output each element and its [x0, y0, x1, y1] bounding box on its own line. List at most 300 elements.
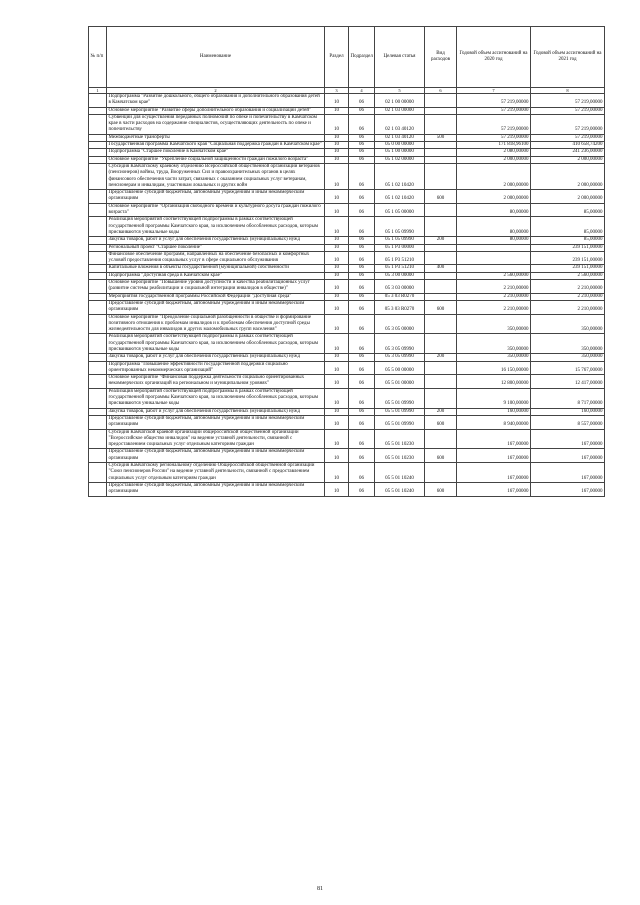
row-target-cell: 05 1 P3 00000: [375, 244, 425, 251]
row-num-cell: [89, 449, 107, 463]
row-2021-cell: 2 560,00000: [531, 272, 605, 279]
header-cell-num: № п/п: [89, 27, 107, 88]
row-razdel-cell: 10: [325, 280, 349, 294]
row-2021-cell: 57 219,00000: [531, 114, 605, 134]
row-2020-cell: 9 100,00000: [457, 388, 531, 408]
row-2021-cell: 2 210,00000: [531, 280, 605, 294]
table-row: [89, 107, 605, 114]
row-target-cell: 05 1 05 09990: [375, 237, 425, 244]
row-podrazdel-cell: 06: [349, 300, 375, 314]
row-2020-cell: 57 219,00000: [457, 114, 531, 134]
row-target-cell: 05 1 05 09990: [375, 217, 425, 237]
header-cell-2021: Годовой объем ассигнований на 2021 год: [531, 27, 605, 88]
row-2020-cell: 2 000,00000: [457, 156, 531, 163]
row-2021-cell: 85,00000: [531, 217, 605, 237]
row-2021-cell: 57 219,00000: [531, 107, 605, 114]
header-number: 8: [531, 88, 605, 94]
table-row: [89, 482, 605, 496]
row-razdel-cell: 10: [325, 94, 349, 108]
row-target-cell: 05 1 00 00000: [375, 149, 425, 156]
row-podrazdel-cell: 06: [349, 265, 375, 272]
row-num-cell: [89, 149, 107, 156]
row-2021-cell: 167,00000: [531, 429, 605, 449]
row-name-cell: Предоставление субсидий бюджетным, автономным учреждениям и иным некоммерческим организациям: [107, 190, 325, 204]
table-row: [89, 203, 605, 217]
table-row: [89, 354, 605, 361]
row-podrazdel-cell: 06: [349, 107, 375, 114]
row-razdel-cell: 10: [325, 156, 349, 163]
row-target-cell: 05 5 01 10240: [375, 463, 425, 483]
header-number: 1: [89, 88, 107, 94]
row-vr-cell: [425, 293, 457, 300]
row-2020-cell: 167,00000: [457, 463, 531, 483]
header-number: 6: [425, 88, 457, 94]
row-razdel-cell: 10: [325, 314, 349, 334]
row-podrazdel-cell: 06: [349, 482, 375, 496]
table-row: [89, 388, 605, 408]
row-name-cell: Подпрограмма "Старшее поколение в Камчатском крае": [107, 149, 325, 156]
row-2021-cell: 239 151,00000: [531, 244, 605, 251]
row-name-cell: Мероприятия государственной программы Российской Федерации "Доступная среда": [107, 293, 325, 300]
header-cell-vr: Вид расходов: [425, 27, 457, 88]
table-row: [89, 251, 605, 265]
page-number: 81: [317, 886, 323, 892]
row-2020-cell: [457, 251, 531, 265]
row-2021-cell: 241 236,00000: [531, 149, 605, 156]
row-razdel-cell: 10: [325, 114, 349, 134]
row-vr-cell: [425, 156, 457, 163]
row-2020-cell: 171 818,96100: [457, 142, 531, 149]
row-razdel-cell: 10: [325, 354, 349, 361]
row-name-cell: Предоставление субсидий бюджетным, автономным учреждениям и иным некоммерческим организациям: [107, 415, 325, 429]
row-razdel-cell: 10: [325, 408, 349, 415]
row-num-cell: [89, 217, 107, 237]
row-name-cell: Подпрограмма "Повышение эффективности государственной поддержки социально ориентированных некоммерческих организаций": [107, 361, 325, 375]
row-podrazdel-cell: 06: [349, 334, 375, 354]
row-2021-cell: 167,00000: [531, 482, 605, 496]
row-podrazdel-cell: 06: [349, 293, 375, 300]
row-name-cell: Реализация мероприятий соответствующей подпрограммы в рамках соответствующей государственной программы Камчатского края, за исключением обособленных расходов, которым присваиваются уникальные коды: [107, 388, 325, 408]
row-vr-cell: [425, 244, 457, 251]
row-name-cell: Предоставление субсидий бюджетным, автономным учреждениям и иным некоммерческим организациям: [107, 300, 325, 314]
row-target-cell: 02 1 03 00000: [375, 107, 425, 114]
row-podrazdel-cell: 06: [349, 449, 375, 463]
row-razdel-cell: 10: [325, 361, 349, 375]
row-podrazdel-cell: 06: [349, 156, 375, 163]
row-vr-cell: [425, 361, 457, 375]
row-razdel-cell: 10: [325, 415, 349, 429]
row-target-cell: 05 0 00 00000: [375, 142, 425, 149]
row-2021-cell: 85,00000: [531, 203, 605, 217]
row-2021-cell: 2 000,00000: [531, 156, 605, 163]
header-number: 7: [457, 88, 531, 94]
row-podrazdel-cell: 06: [349, 134, 375, 141]
row-podrazdel-cell: 06: [349, 149, 375, 156]
row-num-cell: [89, 408, 107, 415]
row-2021-cell: 167,00000: [531, 449, 605, 463]
table-row: [89, 293, 605, 300]
table-row: [89, 280, 605, 294]
row-name-cell: Основное мероприятие "Преодоление социальной разобщенности в обществе и формирование позитивного отношения к проблемам инвалидов и к проблемам обеспечения доступной среды жизнедеятельности для инвалидов и других маломобильных групп населения": [107, 314, 325, 334]
row-vr-cell: [425, 334, 457, 354]
row-2021-cell: 350,00000: [531, 354, 605, 361]
row-podrazdel-cell: 06: [349, 388, 375, 408]
row-2021-cell: 57 219,00000: [531, 134, 605, 141]
row-num-cell: [89, 203, 107, 217]
row-razdel-cell: 10: [325, 217, 349, 237]
row-razdel-cell: 10: [325, 334, 349, 354]
row-vr-cell: [425, 217, 457, 237]
row-2020-cell: 2 210,00000: [457, 293, 531, 300]
row-name-cell: Региональный проект "Старшее поколение": [107, 244, 325, 251]
row-vr-cell: [425, 272, 457, 279]
row-num-cell: [89, 354, 107, 361]
row-2020-cell: 167,00000: [457, 429, 531, 449]
row-2020-cell: 2 080,00000: [457, 149, 531, 156]
row-2021-cell: 2 000,00000: [531, 190, 605, 204]
row-target-cell: 05 3 03 00000: [375, 280, 425, 294]
row-num-cell: [89, 114, 107, 134]
row-target-cell: 05 5 01 10230: [375, 429, 425, 449]
row-2021-cell: 239 151,00000: [531, 265, 605, 272]
row-vr-cell: 500: [425, 134, 457, 141]
row-vr-cell: [425, 280, 457, 294]
table-row: [89, 163, 605, 189]
row-podrazdel-cell: 06: [349, 272, 375, 279]
row-vr-cell: [425, 163, 457, 189]
row-num-cell: [89, 375, 107, 389]
row-name-cell: Основное мероприятие "Развитие сферы дополнительного образования и социализации детей": [107, 107, 325, 114]
row-target-cell: 05 1 02 10420: [375, 190, 425, 204]
row-name-cell: Субсидия Камчатской краевой организации общероссийской общественной организации "Всероссийское общество инвалидов" на ведение уставной деятельности, связанной с предоставлением социальных услуг отдельным категориям граждан: [107, 429, 325, 449]
row-2020-cell: 350,00000: [457, 334, 531, 354]
header-cell-2020: Годовой объем ассигнований на 2020 год: [457, 27, 531, 88]
row-podrazdel-cell: 06: [349, 217, 375, 237]
row-2021-cell: 85,00000: [531, 237, 605, 244]
row-vr-cell: 600: [425, 300, 457, 314]
row-2021-cell: 57 219,00000: [531, 94, 605, 108]
row-2020-cell: 2 210,00000: [457, 300, 531, 314]
row-razdel-cell: 10: [325, 388, 349, 408]
header-number: 3: [325, 88, 349, 94]
row-name-cell: Реализация мероприятий соответствующей подпрограммы в рамках соответствующей государственной программы Камчатского края, за исключением обособленных расходов, которым присваиваются уникальные коды: [107, 217, 325, 237]
row-2020-cell: 350,00000: [457, 354, 531, 361]
row-2020-cell: [457, 265, 531, 272]
row-razdel-cell: 10: [325, 142, 349, 149]
row-name-cell: Субсидия Камчатскому краевому отделению Всероссийской общественной организации ветеранов (пенсионеров) войны, труда, Вооруженных Сил и правоохранительных органов в целях финансового обеспечения части затрат, связанных с оказанием социальных услуг ветеранам, пенсионерам и инвалидам, участникам локальных и других войн: [107, 163, 325, 189]
row-2021-cell: 8 557,00000: [531, 415, 605, 429]
row-num-cell: [89, 334, 107, 354]
row-podrazdel-cell: 06: [349, 142, 375, 149]
row-razdel-cell: 10: [325, 203, 349, 217]
row-podrazdel-cell: 06: [349, 203, 375, 217]
table-row: [89, 361, 605, 375]
row-razdel-cell: 10: [325, 265, 349, 272]
row-target-cell: 05 5 01 00000: [375, 375, 425, 389]
row-num-cell: [89, 361, 107, 375]
row-target-cell: 05 3 00 00000: [375, 272, 425, 279]
row-vr-cell: [425, 94, 457, 108]
row-name-cell: Межбюджетные трансферты: [107, 134, 325, 141]
row-target-cell: 05 5 00 00000: [375, 361, 425, 375]
row-2020-cell: 2 000,00000: [457, 163, 531, 189]
row-name-cell: Основное мероприятие "Финансовая поддержка деятельности социально ориентированных некоммерческих организаций на региональном и муниципальном уровнях": [107, 375, 325, 389]
row-podrazdel-cell: 06: [349, 463, 375, 483]
row-2021-cell: 350,00000: [531, 334, 605, 354]
budget-document: [88, 26, 604, 497]
row-vr-cell: [425, 314, 457, 334]
table-row: [89, 156, 605, 163]
row-name-cell: Закупка товаров, работ и услуг для обеспечения государственных (муниципальных) нужд: [107, 354, 325, 361]
row-2021-cell: 160,00000: [531, 408, 605, 415]
row-podrazdel-cell: 06: [349, 354, 375, 361]
row-num-cell: [89, 107, 107, 114]
row-vr-cell: [425, 142, 457, 149]
row-2020-cell: 80,00000: [457, 217, 531, 237]
row-razdel-cell: 10: [325, 134, 349, 141]
row-2021-cell: 167,00000: [531, 463, 605, 483]
table-row: [89, 114, 605, 134]
row-2021-cell: 8 717,00000: [531, 388, 605, 408]
budget-table: [88, 26, 605, 497]
header-cell-name: Наименование: [107, 27, 325, 88]
table-row: [89, 237, 605, 244]
row-razdel-cell: 10: [325, 375, 349, 389]
row-podrazdel-cell: 06: [349, 251, 375, 265]
row-2020-cell: 2 560,00000: [457, 272, 531, 279]
row-2021-cell: 12 417,00000: [531, 375, 605, 389]
row-podrazdel-cell: 06: [349, 415, 375, 429]
row-podrazdel-cell: 06: [349, 408, 375, 415]
row-num-cell: [89, 280, 107, 294]
row-2021-cell: 239 151,00000: [531, 251, 605, 265]
row-num-cell: [89, 94, 107, 108]
row-vr-cell: 200: [425, 408, 457, 415]
row-target-cell: 05 3 05 09990: [375, 334, 425, 354]
row-podrazdel-cell: 06: [349, 114, 375, 134]
row-2020-cell: 160,00000: [457, 408, 531, 415]
row-razdel-cell: 10: [325, 237, 349, 244]
row-num-cell: [89, 415, 107, 429]
row-vr-cell: [425, 251, 457, 265]
row-razdel-cell: 10: [325, 163, 349, 189]
row-name-cell: Реализация мероприятий соответствующей подпрограммы в рамках соответствующей государственной программы Камчатского края, за исключением обособленных расходов, которым присваиваются уникальные коды: [107, 334, 325, 354]
header-number: 5: [375, 88, 425, 94]
table-row: [89, 94, 605, 108]
row-target-cell: 05 1 P3 51210: [375, 265, 425, 272]
row-name-cell: Основное мероприятие "Организация свободного времени и культурного досуга граждан пожилого возраста": [107, 203, 325, 217]
row-target-cell: 05 1 P3 51210: [375, 251, 425, 265]
table-row: [89, 272, 605, 279]
row-vr-cell: [425, 107, 457, 114]
row-target-cell: 05 3 05 00000: [375, 314, 425, 334]
row-razdel-cell: 10: [325, 244, 349, 251]
row-razdel-cell: 10: [325, 107, 349, 114]
row-2020-cell: 57 219,00000: [457, 134, 531, 141]
row-vr-cell: [425, 388, 457, 408]
row-target-cell: 05 5 01 10230: [375, 449, 425, 463]
row-vr-cell: 600: [425, 482, 457, 496]
row-2020-cell: 2 210,00000: [457, 280, 531, 294]
row-num-cell: [89, 251, 107, 265]
row-podrazdel-cell: 06: [349, 244, 375, 251]
row-name-cell: Основное мероприятие "Укрепление социальной защищенности граждан пожилого возраста": [107, 156, 325, 163]
row-target-cell: 05 3 05 09990: [375, 354, 425, 361]
row-num-cell: [89, 300, 107, 314]
row-vr-cell: 400: [425, 265, 457, 272]
table-row: [89, 408, 605, 415]
row-razdel-cell: 10: [325, 429, 349, 449]
row-num-cell: [89, 163, 107, 189]
table-row: [89, 314, 605, 334]
row-razdel-cell: 10: [325, 482, 349, 496]
row-target-cell: 05 3 03 R0270: [375, 300, 425, 314]
table-row: [89, 463, 605, 483]
row-num-cell: [89, 156, 107, 163]
row-num-cell: [89, 314, 107, 334]
row-target-cell: 02 1 03 40120: [375, 134, 425, 141]
row-name-cell: Основное мероприятие "Повышение уровня доступности и качества реабилитационных услуг (развитие системы реабилитации и социальной интеграции инвалидов в обществе)": [107, 280, 325, 294]
row-2020-cell: 167,00000: [457, 482, 531, 496]
row-num-cell: [89, 190, 107, 204]
header-cell-target: Целевая статья: [375, 27, 425, 88]
table-row: [89, 334, 605, 354]
row-podrazdel-cell: 06: [349, 314, 375, 334]
header-cell-podrazdel: Подраздел: [349, 27, 375, 88]
row-num-cell: [89, 388, 107, 408]
table-row: [89, 134, 605, 141]
row-vr-cell: [425, 463, 457, 483]
row-razdel-cell: 10: [325, 272, 349, 279]
table-row: [89, 429, 605, 449]
row-name-cell: Субсидия Камчатскому региональному отделению Общероссийской общественной организации "Союз пенсионеров России" на ведение уставной деятельности, связанной с предоставлением социальных услуг отдельным категориям граждан: [107, 463, 325, 483]
header-number: 2: [107, 88, 325, 94]
row-2020-cell: [457, 244, 531, 251]
row-podrazdel-cell: 06: [349, 280, 375, 294]
row-num-cell: [89, 142, 107, 149]
row-podrazdel-cell: 06: [349, 190, 375, 204]
row-vr-cell: 600: [425, 415, 457, 429]
row-num-cell: [89, 265, 107, 272]
header-row: [89, 27, 605, 88]
table-row: [89, 142, 605, 149]
row-vr-cell: [425, 114, 457, 134]
row-razdel-cell: 10: [325, 463, 349, 483]
row-num-cell: [89, 482, 107, 496]
table-row: [89, 375, 605, 389]
row-2020-cell: 167,00000: [457, 449, 531, 463]
row-target-cell: 05 1 05 00000: [375, 203, 425, 217]
row-2021-cell: 2 210,00000: [531, 300, 605, 314]
row-podrazdel-cell: 06: [349, 361, 375, 375]
row-name-cell: Закупка товаров, работ и услуг для обеспечения государственных (муниципальных) нужд: [107, 237, 325, 244]
row-target-cell: 05 5 01 09990: [375, 388, 425, 408]
row-vr-cell: [425, 429, 457, 449]
table-row: [89, 449, 605, 463]
row-razdel-cell: 10: [325, 251, 349, 265]
table-row: [89, 265, 605, 272]
table-row: [89, 217, 605, 237]
row-2020-cell: 57 219,00000: [457, 94, 531, 108]
row-name-cell: Закупка товаров, работ и услуг для обеспечения государственных (муниципальных) нужд: [107, 408, 325, 415]
row-vr-cell: [425, 203, 457, 217]
row-razdel-cell: 10: [325, 293, 349, 300]
row-target-cell: 05 1 02 00000: [375, 156, 425, 163]
row-podrazdel-cell: 06: [349, 237, 375, 244]
row-target-cell: 02 1 00 00000: [375, 94, 425, 108]
row-vr-cell: [425, 149, 457, 156]
row-2020-cell: 16 150,00000: [457, 361, 531, 375]
row-2020-cell: 80,00000: [457, 237, 531, 244]
row-razdel-cell: 10: [325, 300, 349, 314]
row-razdel-cell: 10: [325, 190, 349, 204]
row-2020-cell: 350,00000: [457, 314, 531, 334]
table-row: [89, 149, 605, 156]
row-name-cell: Государственная программа Камчатского края "Социальная поддержка граждан в Камчатском крае": [107, 142, 325, 149]
row-target-cell: 02 1 03 40120: [375, 114, 425, 134]
row-target-cell: 05 5 01 09990: [375, 415, 425, 429]
row-num-cell: [89, 237, 107, 244]
row-2020-cell: 57 219,00000: [457, 107, 531, 114]
row-vr-cell: 600: [425, 190, 457, 204]
row-2021-cell: 410 658,74200: [531, 142, 605, 149]
header-number: 4: [349, 88, 375, 94]
table-row: [89, 244, 605, 251]
row-target-cell: 05 1 02 10420: [375, 163, 425, 189]
row-2021-cell: 15 767,00000: [531, 361, 605, 375]
row-podrazdel-cell: 06: [349, 163, 375, 189]
table-body: [89, 94, 605, 497]
row-razdel-cell: 10: [325, 149, 349, 156]
row-name-cell: Финансовое обеспечение программ, направленных на обеспечение безопасных и комфортных условий предоставления социальных услуг в сфере социального обслуживания: [107, 251, 325, 265]
row-2020-cell: 12 800,00000: [457, 375, 531, 389]
row-num-cell: [89, 244, 107, 251]
table-row: [89, 300, 605, 314]
row-name-cell: Подпрограмма "Развитие дошкольного, общего образования и дополнительного образования детей в Камчатском крае": [107, 94, 325, 108]
row-num-cell: [89, 463, 107, 483]
row-num-cell: [89, 429, 107, 449]
row-2020-cell: 2 000,00000: [457, 190, 531, 204]
row-num-cell: [89, 293, 107, 300]
row-razdel-cell: 10: [325, 449, 349, 463]
row-2021-cell: 2 000,00000: [531, 163, 605, 189]
row-2021-cell: 350,00000: [531, 314, 605, 334]
table-row: [89, 190, 605, 204]
row-num-cell: [89, 272, 107, 279]
table-row: [89, 415, 605, 429]
row-name-cell: Предоставление субсидий бюджетным, автономным учреждениям и иным некоммерческим организациям: [107, 449, 325, 463]
row-target-cell: 05 5 01 09990: [375, 408, 425, 415]
row-vr-cell: 200: [425, 354, 457, 361]
row-podrazdel-cell: 06: [349, 375, 375, 389]
row-2020-cell: 8 940,00000: [457, 415, 531, 429]
row-target-cell: 05 5 01 10240: [375, 482, 425, 496]
row-vr-cell: [425, 375, 457, 389]
row-vr-cell: 600: [425, 449, 457, 463]
header-cell-razdel: Раздел: [325, 27, 349, 88]
row-name-cell: Предоставление субсидий бюджетным, автономным учреждениям и иным некоммерческим организациям: [107, 482, 325, 496]
row-2020-cell: 80,00000: [457, 203, 531, 217]
row-name-cell: Субвенции для осуществления переданных полномочий по опеке и попечительству в Камчатском крае в части расходов на содержание специалистов, осуществляющих деятельность по опеке и попечительству: [107, 114, 325, 134]
row-2021-cell: 2 210,00000: [531, 293, 605, 300]
row-podrazdel-cell: 06: [349, 429, 375, 449]
row-name-cell: Подпрограмма "Доступная среда в Камчатском крае": [107, 272, 325, 279]
row-podrazdel-cell: 06: [349, 94, 375, 108]
row-vr-cell: 200: [425, 237, 457, 244]
row-name-cell: Капитальные вложения в объекты государственной (муниципальной) собственности: [107, 265, 325, 272]
row-target-cell: 05 3 03 R0270: [375, 293, 425, 300]
row-num-cell: [89, 134, 107, 141]
